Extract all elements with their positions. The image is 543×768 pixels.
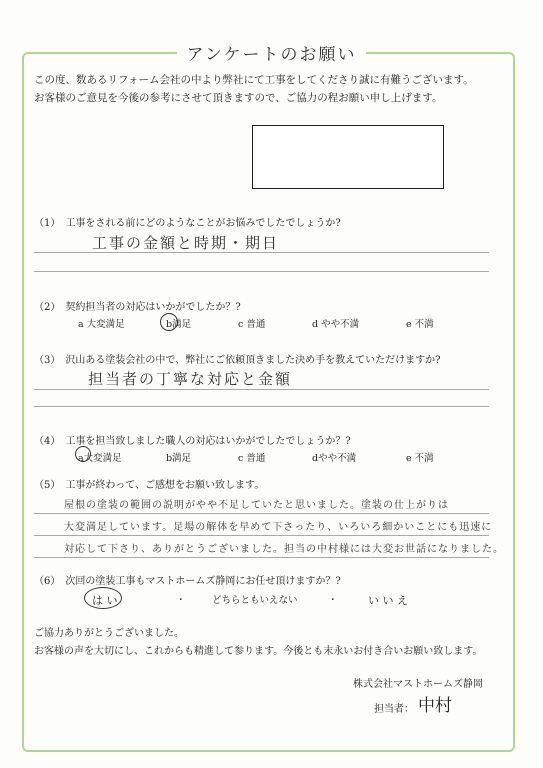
- company-name: 株式会社マストホームズ静岡: [353, 679, 483, 690]
- answer-5-line-1: 屋根の塗装の範囲の説明がやや不足していたと思いました。塗装の仕上がりは: [64, 500, 449, 511]
- q6-option-neutral[interactable]: どちらともいえない: [212, 595, 298, 606]
- q4-option-a[interactable]: a大変満足: [78, 453, 122, 464]
- question-1: （1） 工事をされる前にどのようなことがお悩みでしたでしょうか?: [34, 218, 341, 229]
- intro-line-2: お客様のご意見を今後の参考にさせて頂きますので、ご協力の程お願い申し上げます。: [34, 92, 443, 104]
- q4-option-e[interactable]: e 不満: [406, 453, 434, 464]
- q2-selected-circle: [160, 313, 178, 331]
- intro-line-1: この度、数あるリフォーム会社の中より弊社にて工事をしてくださり誠に有難うございます。: [34, 74, 474, 86]
- q6-separator: ・: [176, 595, 186, 606]
- question-4: （4） 工事を担当致しました職人の対応はいかがでしたでしょうか？?: [34, 436, 351, 447]
- tanto-label: 担当者：: [374, 704, 414, 715]
- outro-line-2: お客様の声を大切にし、これからも精進して参ります。今後とも末永いお付き合いお願い致します。: [34, 646, 483, 657]
- q6-separator: ・: [328, 595, 338, 606]
- redacted-box: [252, 125, 444, 189]
- answer-line: [34, 535, 489, 536]
- q6-option-yes[interactable]: は い: [92, 594, 118, 607]
- q2-option-e[interactable]: e 不満: [406, 319, 434, 330]
- signature: 中村: [418, 696, 452, 716]
- answer-line: [34, 513, 489, 514]
- q4-option-c[interactable]: c 普通: [238, 453, 266, 464]
- answer-line: [34, 271, 489, 272]
- q2-option-d[interactable]: d やや不満: [312, 319, 360, 330]
- answer-5-line-3: 対応して下さり、ありがとうございました。担当の中村様には大変お世話になりました。: [64, 544, 504, 555]
- q2-option-a[interactable]: a 大変満足: [78, 319, 125, 330]
- answer-line: [34, 389, 489, 390]
- answer-1: 工事の金額と時期・期日: [92, 234, 280, 252]
- question-6: （6） 次回の塗装工事もマストホームズ静岡にお任せ頂けますか？?: [34, 576, 341, 587]
- answer-5-line-2: 大変満足しています。足場の解体を早めて下さったり、いろいろ細かいことにも迅速に: [64, 522, 493, 533]
- q6-option-no[interactable]: い い え: [368, 594, 408, 607]
- outro-line-1: ご協力ありがとうございました。: [34, 628, 184, 639]
- page-title: アンケートのお願い: [177, 40, 367, 65]
- title-area: [0, 40, 543, 65]
- q4-option-d[interactable]: dやや不満: [312, 453, 357, 464]
- q6-selected-circle: [84, 587, 122, 609]
- answer-3: 担当者の丁寧な対応と金額: [88, 370, 293, 388]
- q2-option-c[interactable]: c 普通: [238, 319, 266, 330]
- answer-line: [34, 252, 489, 253]
- question-5: （5） 工事が終わって、ご感想をお願い致します。: [34, 480, 265, 491]
- question-2: （2） 契約担当者の対応はいかがでしたか？?: [34, 302, 241, 313]
- answer-line: [34, 406, 489, 407]
- question-3: （3） 沢山ある塗装会社の中で、弊社にご依頼頂きました決め手を教えていただけますか?: [34, 355, 441, 366]
- q4-selected-circle: [75, 446, 91, 462]
- q2-option-b[interactable]: b満足: [166, 319, 192, 330]
- q4-option-b[interactable]: b満足: [166, 453, 192, 464]
- answer-line: [34, 557, 489, 558]
